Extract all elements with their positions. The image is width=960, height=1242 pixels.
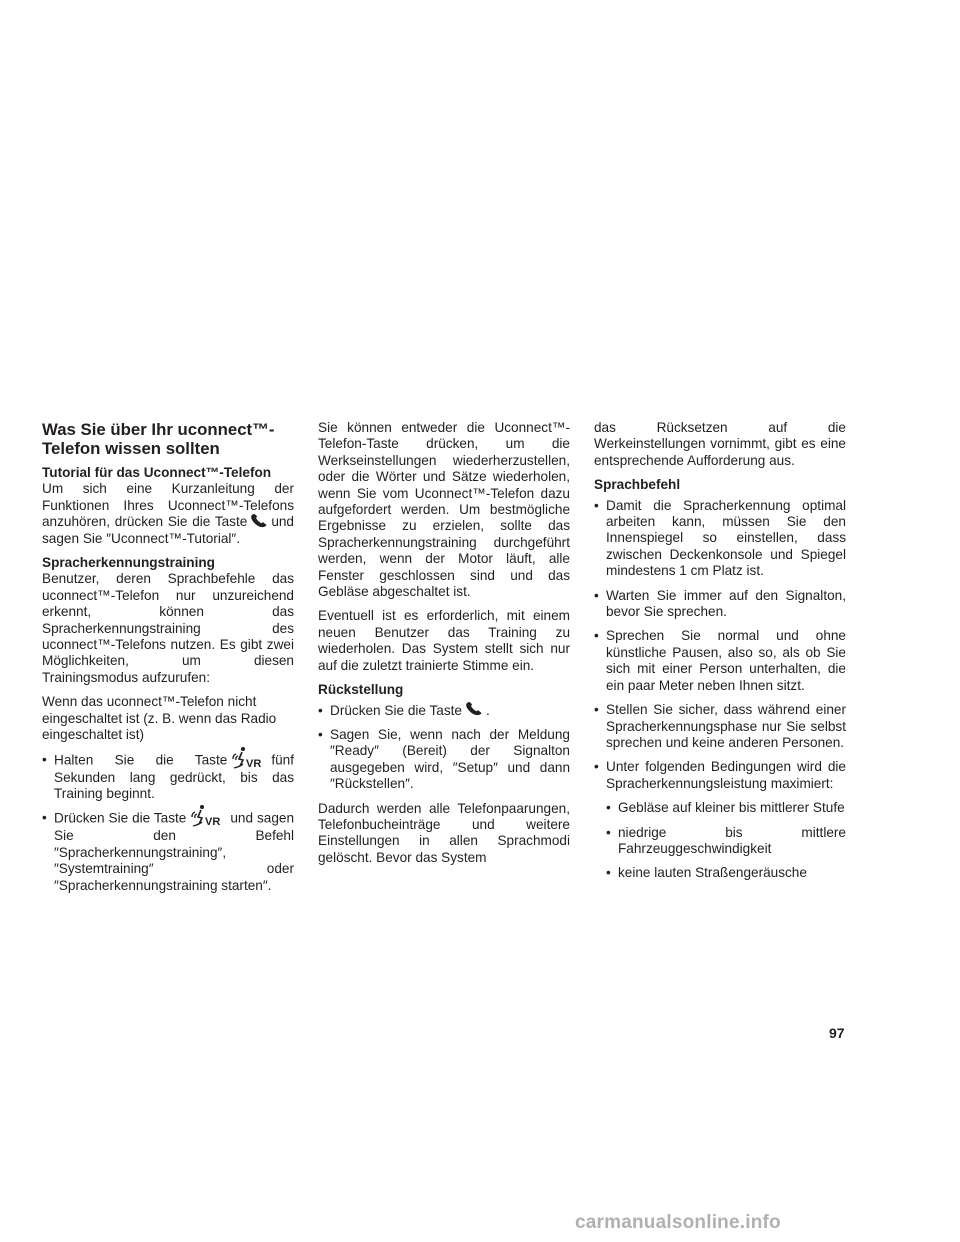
column-2 — [318, 420, 570, 874]
list-item: • Sprechen Sie normal und ohne künstliche Pausen, also so, als ob Sie sich mit einer Person unterhalten, die ein paar Meter neben Ihnen sitzt. — [594, 628, 846, 694]
svg-text:VR: VR — [246, 757, 262, 770]
voice-recognition-icon — [230, 746, 268, 770]
voice-recognition-icon — [189, 804, 227, 828]
training-paragraph: Benutzer, deren Sprachbefehle das uconnect™-Telefon nur unzureichend erkennt, können das Spracherkennungstraining des uconnect™-Telefons nutzen. Es gibt zwei Möglichkeiten, um diesen Trainingsmodus aufzurufen: — [42, 571, 294, 685]
section-title: Was Sie über Ihr uconnect™-Telefon wissen sollten — [42, 420, 275, 458]
list-item: • Unter folgenden Bedingungen wird die Spracherkennungsleistung maximiert: • Gebläse auf kleiner bis mittlerer Stufe • niedrige bis mittlere Fahrzeuggeschwindigkeit • keine lauten Straßengeräusche — [594, 759, 846, 881]
list-item: • Stellen Sie sicher, dass während einer Spracherkennungsphase nur Sie selbst sprechen und keine anderen Personen. — [594, 702, 846, 751]
tutorial-paragraph — [42, 481, 294, 547]
radio-on-paragraph: Wenn das uconnect™-Telefon nicht eingeschaltet ist (z. B. wenn das Radio eingeschaltet ist) — [42, 694, 277, 743]
deleted-paragraph: Dadurch werden alle Telefonpaarungen, Telefonbucheinträge und weitere Einstellungen in allen Sprachmodi gelöscht. Bevor das System — [318, 800, 570, 865]
watermark: carmanualsonline.info — [575, 1212, 781, 1233]
sub-list-item: • niedrige bis mittlere Fahrzeuggeschwindigkeit — [606, 825, 846, 858]
continuation-paragraph: das Rücksetzen auf die Werkeinstellungen vornimmt, gibt es eine entsprechende Aufforderung aus. — [594, 420, 846, 468]
tutorial-heading: Tutorial für das Uconnect™-Telefon — [42, 465, 272, 480]
list-item: • Drücken Sie die Taste . — [318, 703, 570, 719]
list-item: • Warten Sie immer auf den Signalton, bevor Sie sprechen. — [594, 588, 846, 621]
column-1 — [42, 420, 294, 902]
repeat-paragraph: Eventuell ist es erforderlich, mit einem neuen Benutzer das Training zu wiederholen. Das System stellt sich nur auf die zuletzt trainierte Stimme ein. — [318, 608, 570, 673]
reset-paragraph: Sie können entweder die Uconnect™-Telefon-Taste drücken, um die Werkseinstellungen wiederherzustellen, oder die Wörter und Sätze wiederholen, wenn Sie vom Uconnect™-Telefon dazu aufgefordert werden. Um bestmögliche Ergebnisse zu erzielen, sollte das Spracherkennungstraining durchgeführt werden, wenn der Motor läuft, alle Fenster geschlossen sind und das Gebläse abgeschaltet ist. — [318, 420, 570, 600]
page-number: 97 — [829, 1025, 845, 1041]
training-bullets — [42, 752, 294, 894]
commands-heading: Sprachbefehl — [594, 477, 681, 493]
list-item: • Damit die Spracherkennung optimal arbeiten kann, müssen Sie den Innenspiegel so einstellen, dass zwischen Deckenkonsole und Spiegel mindestens 1 cm Platz ist. — [594, 498, 846, 580]
sub-list-item: • Gebläse auf kleiner bis mittlerer Stufe — [606, 800, 846, 816]
list-item: • Drücken Sie die Taste VR und sagen Sie den Befehl ″Spracherkennungstraining″, ″Systemtraining″ oder ″Spracherkennungstraining starten″. — [42, 810, 294, 894]
column-3 — [594, 420, 846, 890]
reset-bullets — [318, 703, 570, 793]
phone-icon — [250, 514, 268, 528]
svg-text:VR: VR — [205, 816, 221, 829]
list-item: • Sagen Sie, wenn nach der Meldung ″Ready″ (Bereit) der Signalton ausgegeben wird, ″Setup″ und dann ″Rückstellen″. — [318, 727, 570, 793]
reset-heading: Rückstellung — [318, 682, 404, 698]
tutorial-text-b: und sagen Sie ″Uconnect™-Tutorial″. — [42, 514, 294, 546]
training-heading: Spracherkennungstraining — [42, 555, 215, 571]
conditions-sub-bullets — [606, 800, 846, 882]
sub-list-item: • keine lauten Straßengeräusche — [606, 865, 846, 881]
commands-bullets — [594, 498, 846, 882]
phone-icon — [465, 702, 483, 716]
list-item: • Halten Sie die Taste VR fünf Sekunden lang gedrückt, bis das Training beginnt. — [42, 752, 294, 803]
tutorial-text-a: Um sich eine Kurzanleitung der Funktionen Ihres Uconnect™-Telefons anzuhören, drücken Sie die Taste — [42, 481, 294, 530]
